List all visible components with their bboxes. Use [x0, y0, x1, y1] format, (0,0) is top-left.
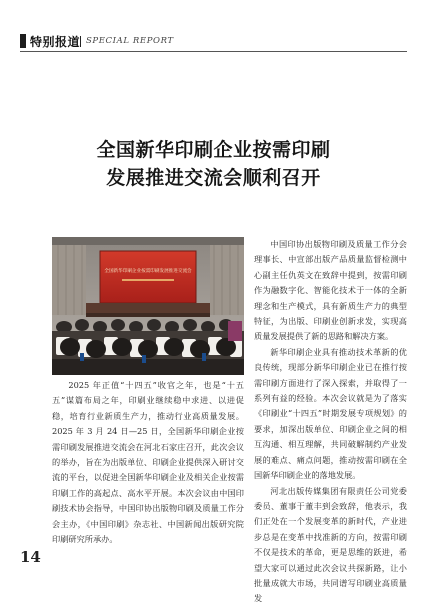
article-title-line2: 发展推进交流会顺利召开 [106, 167, 321, 189]
section-title-en: SPECIAL REPORT [86, 36, 174, 46]
section-marker-bar [20, 34, 26, 48]
right-column-text [254, 237, 407, 607]
header-rule [20, 51, 407, 52]
body-paragraph: 河北出版传媒集团有限责任公司党委委员、董事于董丰到会致辞，他表示，我们正处在一个发展变革的新时代，产业进步总是在变革中找准新的方向，按需印刷不仅是技术的革命，更是思维的跃进，希望大家可以通过此次会议共探新路，让小批量成就大市场，共同谱写印刷业高质量发 [254, 485, 407, 604]
body-paragraph: 中国印协出版物印刷及质量工作分会理事长、中宣部出版产品质量监督检测中心副主任仇英文在致辞中提到，按需印刷作为融数字化、智能化技术于一体的全新理念和生产模式，具有新质生产力的典型特征，为出版、印刷业创新求发，实现高质量发展提供了新的思路和解决方案。 [254, 239, 407, 342]
conference-photo [52, 237, 244, 375]
conference-photo-illustration [52, 237, 244, 375]
article-title-line1: 全国新华印刷企业按需印刷 [96, 139, 331, 161]
body-paragraph: 新华印刷企业具有推动技术革新的优良传统，现部分新华印刷企业已在推行按需印刷方面进行了深入探索，并取得了一系列有益的经验。本次会议就是为了落实《印刷业“十四五”时期发展专项规划》的要求，加深出版单位、印刷企业之间的相互沟通、相互理解，共同破解制约产业发展的难点、痛点问题，推动按需印刷在全国新华印刷企业的落地发展。 [254, 346, 407, 481]
page-number: 14 [20, 548, 41, 566]
left-column-text [52, 378, 244, 547]
section-title-cn: 特别报道 [30, 35, 81, 49]
body-paragraph: 2025 年正值“十四五”收官之年，也是“十五五”谋篇布局之年，印刷业继续稳中求进、以进促稳，培育行业新质生产力，推动行业高质量发展。2025 年 3 月 24 日—25 日，全国新华印刷企业按需印刷发展推进交流会在河北石家庄召开，此次会议的举办，旨在为出版单位、印刷企业提供深入研讨交流的平台，以促进全国新华印刷企业及相关企业按需印刷工作的高起点、高水平开展。本次会议由中国印刷技术协会指导，中国印协出版物印刷及质量工作分会主办，《中国印刷》杂志社、中国新闻出版研究院印刷研究所承办。 [52, 380, 244, 545]
banner-text: 全国新华印刷企业按需印刷发展推进交流会 [104, 269, 192, 274]
section-divider [80, 36, 81, 47]
